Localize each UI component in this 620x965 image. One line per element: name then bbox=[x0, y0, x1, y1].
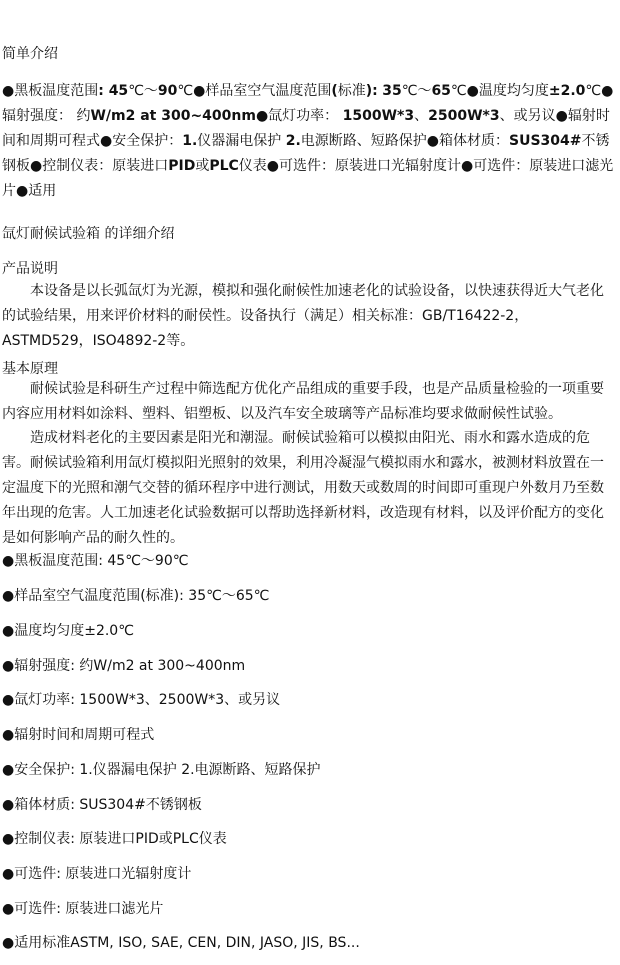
spec-item: ●氙灯功率: 1500W*3、2500W*3、或另议 bbox=[2, 692, 281, 708]
intro-summary-segment: 、 bbox=[414, 108, 429, 124]
intro-summary-segment: 65 bbox=[431, 83, 451, 99]
intro-summary-segment: 电源断路、短路保护●箱体材质： bbox=[300, 133, 510, 149]
detail-heading: 氙灯耐候试验箱 的详细介绍 bbox=[2, 226, 175, 242]
intro-summary-segment: SUS304# bbox=[509, 133, 582, 149]
intro-summary-segment: ℃●样品室空气温度范围 bbox=[177, 83, 332, 99]
intro-summary-segment: ( bbox=[331, 83, 338, 99]
intro-summary-segment: ): bbox=[365, 83, 378, 99]
spec-item: ●可选件: 原装进口滤光片 bbox=[2, 901, 164, 917]
intro-summary-segment: W/m2 at 300~400nm bbox=[90, 108, 256, 124]
product-heading: 产品说明 bbox=[2, 261, 58, 277]
intro-summary-segment: 标准 bbox=[337, 83, 366, 99]
intro-summary-segment: 90 bbox=[157, 83, 178, 99]
spec-item: ●温度均匀度±2.0℃ bbox=[2, 623, 134, 639]
intro-heading: 简单介绍 bbox=[2, 46, 58, 62]
product-description: 本设备是以长弧氙灯为光源，模拟和强化耐候性加速老化的试验设备，以快速获得近大气老化的试验结果，用来评价材料的耐侯性。设备执行（满足）相关标准：GB/T16422-2，ASTMD529，ISO4892-2等。 bbox=[2, 283, 604, 349]
spec-item: ●安全保护: 1.仪器漏电保护 2.电源断路、短路保护 bbox=[2, 762, 321, 778]
spec-item: ●黑板温度范围: 45℃～90℃ bbox=[2, 553, 189, 569]
intro-summary-segment: 2. bbox=[285, 133, 301, 149]
intro-summary-segment: ±2.0 bbox=[548, 83, 586, 99]
intro-summary-segment: 1. bbox=[182, 133, 198, 149]
spec-item: ●辐射时间和周期可程式 bbox=[2, 727, 155, 743]
intro-summary-segment: 35 bbox=[382, 83, 402, 99]
intro-summary-segment: ℃～ bbox=[401, 83, 432, 99]
intro-summary bbox=[2, 79, 616, 204]
principle-paragraph-2: 造成材料老化的主要因素是阳光和潮湿。耐候试验箱可以模拟由阳光、雨水和露水造成的危害。耐候试验箱利用氙灯模拟阳光照射的效果，利用冷凝湿气模拟雨水和露水，被测材料放置在一定温度下的光照和潮气交替的循环程序中进行测试，用数天或数周的时间即可重现户外数月乃至数年出现的危害。人工加速老化试验数据可以帮助选择新材料，改造现有材料，以及评价配方的变化是如何影响产品的耐久性的。 bbox=[2, 430, 604, 546]
intro-summary-segment: ℃●温度均匀度 bbox=[450, 83, 549, 99]
principle-heading: 基本原理 bbox=[2, 361, 58, 377]
spec-item: ●箱体材质: SUS304#不锈钢板 bbox=[2, 797, 202, 813]
intro-summary-segment: 2500W*3 bbox=[428, 108, 500, 124]
intro-summary-segment: : 45 bbox=[98, 83, 129, 99]
spec-item: ●适用标准ASTM, ISO, SAE, CEN, DIN, JASO, JIS, BS... bbox=[2, 935, 360, 951]
intro-summary-segment: 仪表●可选件：原装进口光辐射度计●可选件：原装进口滤光片●适用 bbox=[2, 158, 614, 199]
intro-summary-segment: 不锈钢板●控制仪表：原装进口 bbox=[2, 133, 610, 174]
spec-item: ●辐射强度: 约W/m2 at 300~400nm bbox=[2, 658, 246, 674]
intro-summary-segment: ●氙灯功率： bbox=[255, 108, 343, 124]
intro-summary-segment: 、或另议●辐射时间和周期可程式●安全保护： bbox=[2, 108, 610, 149]
intro-summary-segment: ℃～ bbox=[128, 83, 158, 99]
intro-summary-segment: 1500W*3 bbox=[342, 108, 415, 124]
intro-summary-segment: 仪器漏电保护 bbox=[197, 133, 286, 149]
intro-summary-segment: PID bbox=[168, 158, 196, 174]
spec-item: ●样品室空气温度范围(标准): 35℃～65℃ bbox=[2, 588, 270, 604]
principle-paragraph-1: 耐候试验是科研生产过程中筛选配方优化产品组成的重要手段，也是产品质量检验的一项重要内容应用材料如涂料、塑料、铝塑板、以及汽车安全玻璃等产品标准均要求做耐候性试验。 bbox=[2, 381, 604, 422]
intro-summary-segment: PLC bbox=[209, 158, 239, 174]
intro-summary-segment: 或 bbox=[195, 158, 210, 174]
intro-summary-segment: ℃●辐射强度： 约 bbox=[2, 83, 614, 124]
spec-item: ●可选件: 原装进口光辐射度计 bbox=[2, 866, 192, 882]
intro-summary-segment: ●黑板温度范围 bbox=[2, 83, 99, 99]
spec-item: ●控制仪表: 原装进口PID或PLC仪表 bbox=[2, 831, 227, 847]
